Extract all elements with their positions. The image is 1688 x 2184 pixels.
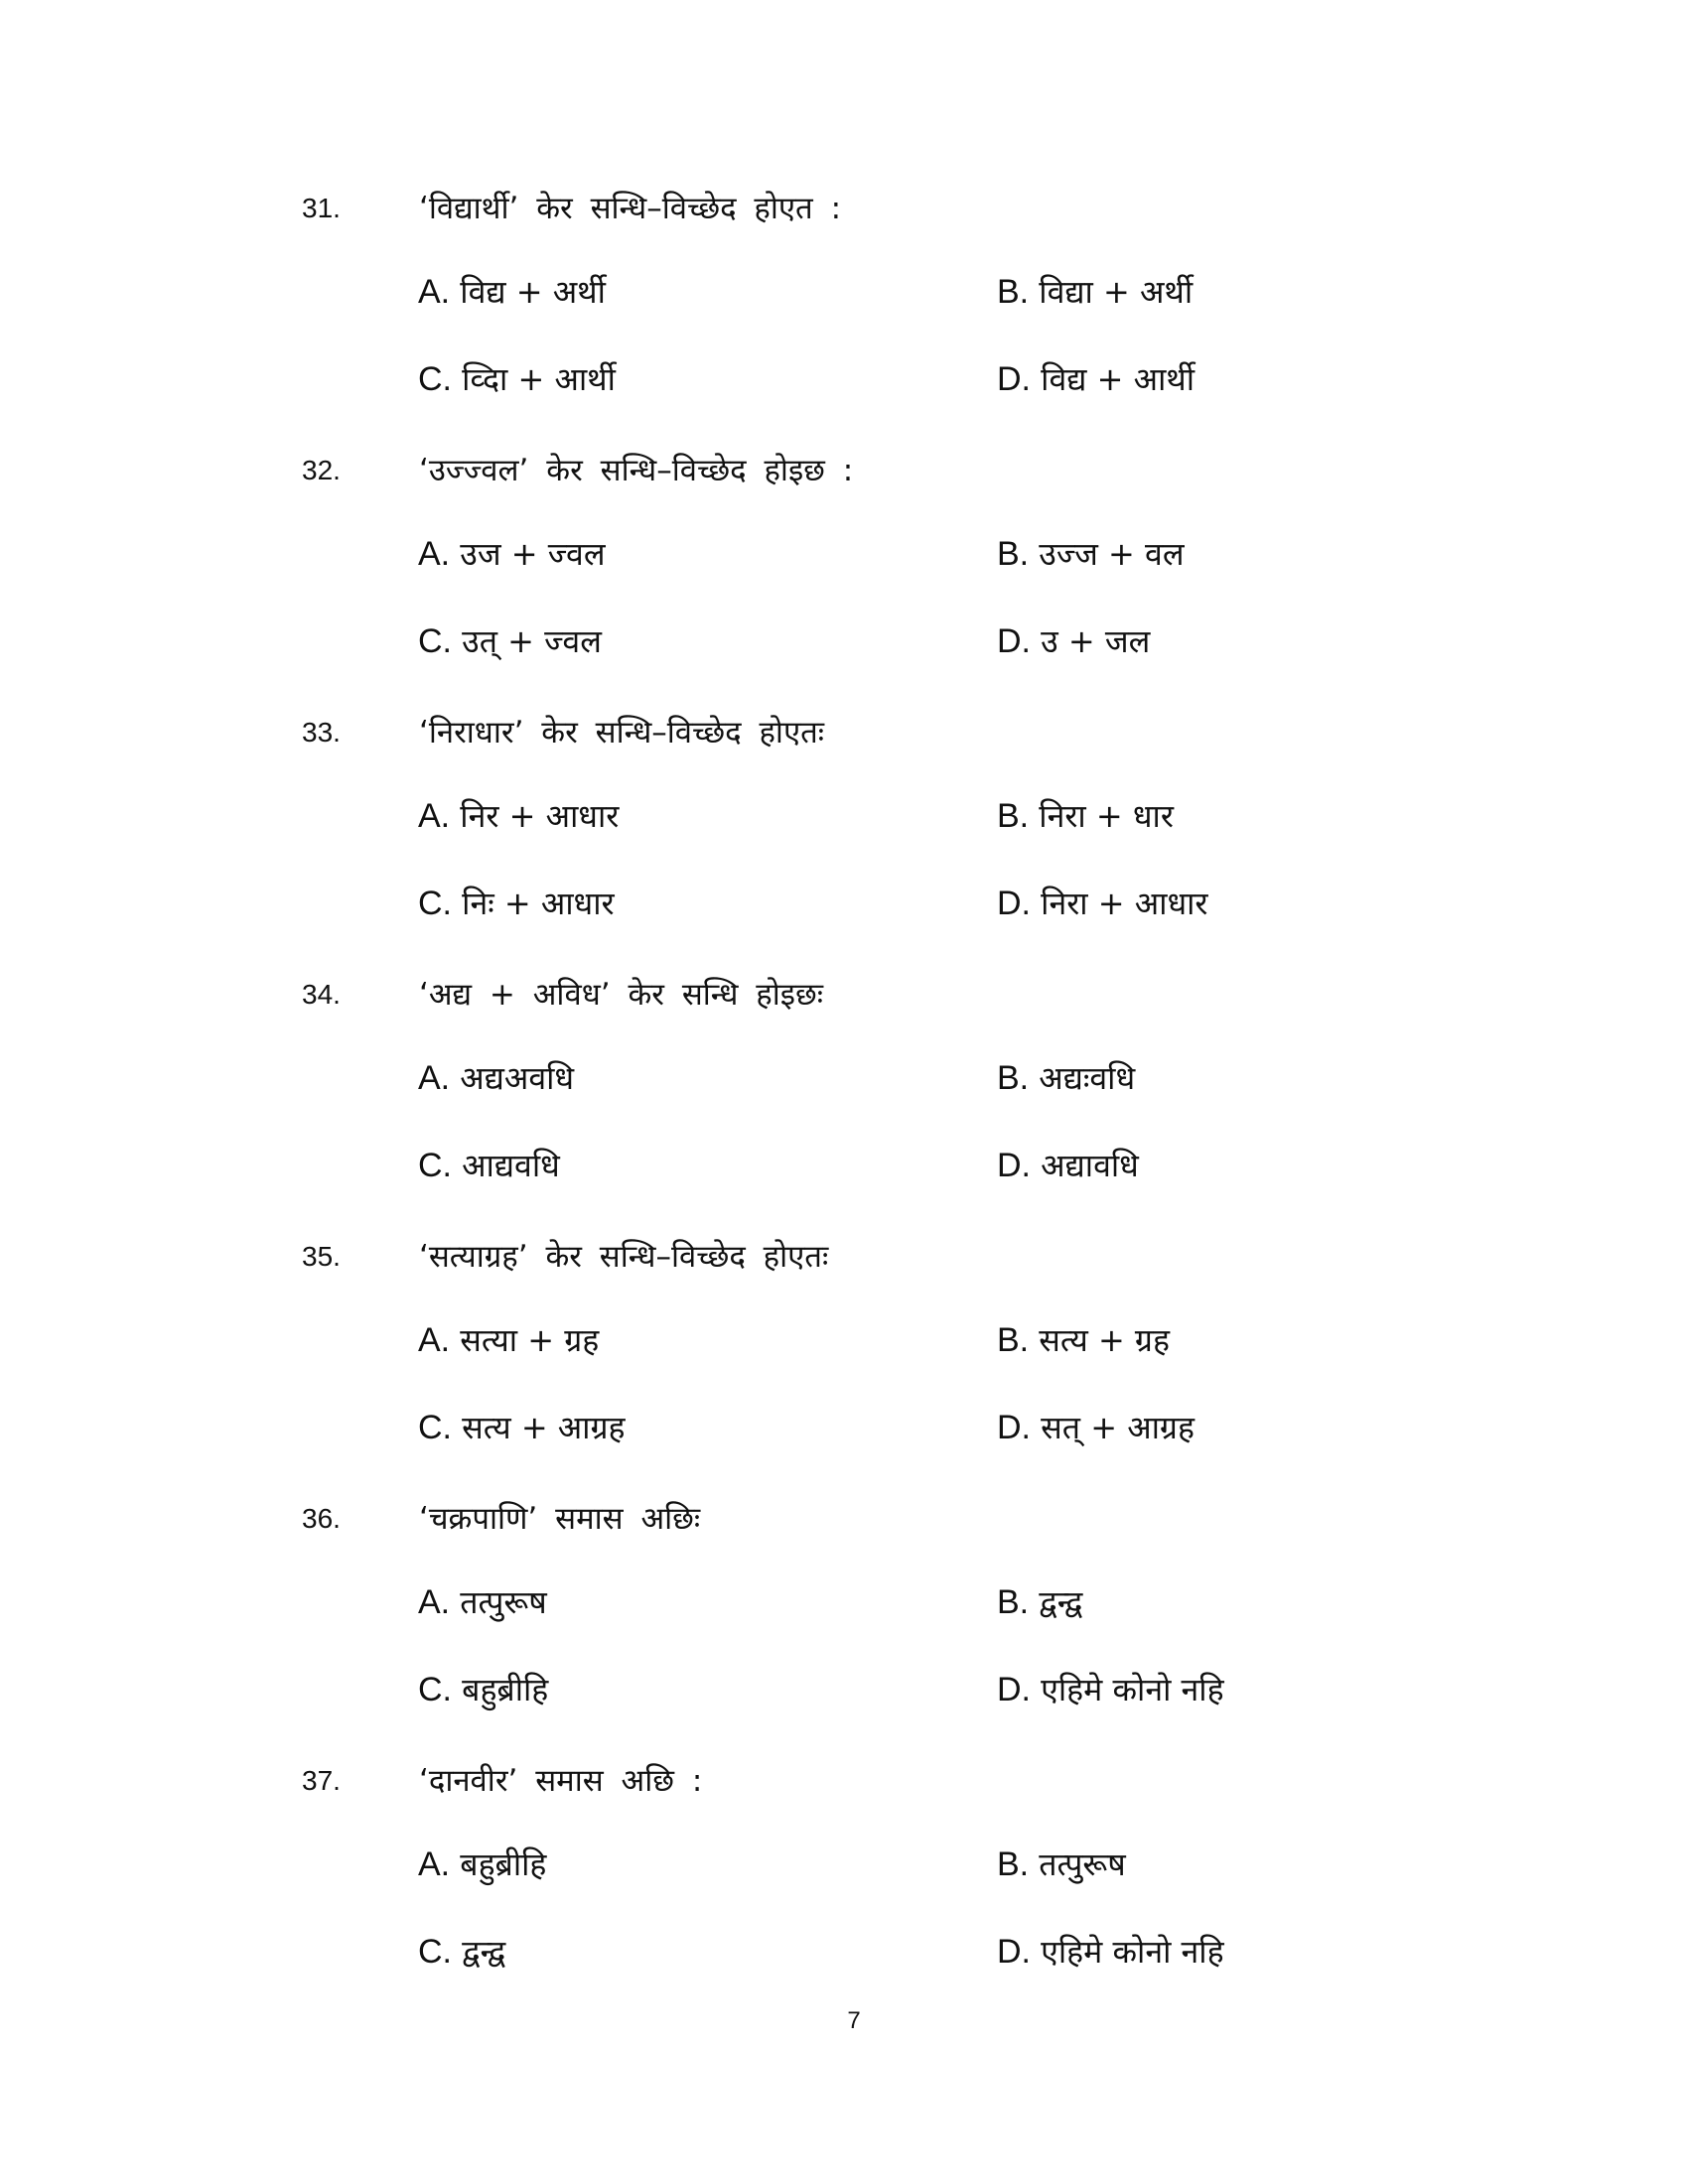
question-text: ‘अद्य + अविध’ केर सन्धि होइछः: [419, 977, 824, 1013]
option-a: [418, 794, 619, 838]
option-a: [418, 1318, 599, 1362]
question-number: 32.: [302, 455, 341, 485]
question-number: 36.: [302, 1503, 341, 1534]
option-d: [997, 1668, 1224, 1711]
option-b: [997, 794, 1174, 838]
question-number: 37.: [302, 1765, 341, 1796]
option-b: [997, 532, 1185, 576]
option-letter: B.: [997, 273, 1030, 311]
option-text: तत्पुरूष: [1039, 1845, 1126, 1883]
question-35: [0, 1237, 1688, 1499]
option-text: तत्पुरूष: [460, 1583, 547, 1621]
option-d: [997, 1930, 1224, 1974]
option-b: [997, 1580, 1082, 1624]
question-text: ‘निराधार’ केर सन्धि–विच्छेद होएतः: [419, 715, 825, 751]
question-32: [0, 451, 1688, 713]
option-text: सत्य + आग्रह: [462, 1409, 626, 1446]
option-text: अद्यःवधि: [1039, 1059, 1136, 1097]
option-c: [418, 357, 616, 401]
question-text: ‘दानवीर’ समास अछि :: [419, 1763, 703, 1799]
question-number: 35.: [302, 1241, 341, 1272]
option-text: सत्या + ग्रह: [460, 1321, 600, 1359]
question-33: [0, 713, 1688, 975]
question-text: ‘सत्याग्रह’ केर सन्धि–विच्छेद होएतः: [419, 1239, 829, 1275]
option-letter: B.: [997, 535, 1030, 573]
option-text: विद्या + अर्थी: [1039, 273, 1194, 311]
option-text: अद्यावधि: [1041, 1147, 1139, 1184]
option-d: [997, 1144, 1139, 1187]
question-31: [0, 189, 1688, 451]
option-text: व्दिा + आर्थी: [462, 360, 616, 398]
question-37: [0, 1761, 1688, 2023]
option-c: [418, 1406, 626, 1449]
option-text: उज्ज + वल: [1039, 535, 1185, 573]
option-text: सत्य + ग्रह: [1039, 1321, 1170, 1359]
option-text: द्वन्द्व: [1039, 1583, 1083, 1621]
option-b: [997, 1318, 1170, 1362]
option-letter: A.: [418, 1583, 451, 1621]
option-letter: D.: [997, 1409, 1031, 1446]
option-letter: C.: [418, 1933, 452, 1971]
question-text: ‘उज्ज्वल’ केर सन्धि–विच्छेद होइछ :: [419, 453, 854, 488]
option-text: उज + ज्वल: [460, 535, 606, 573]
question-text: ‘विद्यार्थी’ केर सन्धि–विच्छेद होएत :: [419, 191, 842, 226]
option-b: [997, 1843, 1126, 1886]
option-letter: A.: [418, 797, 451, 835]
option-d: [997, 619, 1150, 663]
option-letter: C.: [418, 885, 452, 922]
option-text: निरा + धार: [1039, 797, 1174, 835]
option-a: [418, 1580, 547, 1624]
option-d: [997, 357, 1195, 401]
option-text: बहुब्रीहि: [460, 1845, 547, 1883]
option-letter: A.: [418, 1321, 451, 1359]
option-letter: A.: [418, 1845, 451, 1883]
option-letter: B.: [997, 797, 1030, 835]
option-letter: C.: [418, 1409, 452, 1446]
option-letter: D.: [997, 360, 1031, 398]
option-letter: B.: [997, 1845, 1030, 1883]
question-34: [0, 975, 1688, 1237]
option-text: निर + आधार: [460, 797, 620, 835]
question-number: 33.: [302, 717, 341, 748]
option-text: एहिमे कोनो नहि: [1041, 1671, 1224, 1708]
option-text: निः + आधार: [462, 885, 615, 922]
option-letter: B.: [997, 1583, 1030, 1621]
option-text: अद्यअवधि: [460, 1059, 575, 1097]
option-c: [418, 882, 615, 925]
option-text: निरा + आधार: [1041, 885, 1208, 922]
option-b: [997, 270, 1193, 314]
page-number: 7: [847, 2007, 861, 2034]
option-b: [997, 1056, 1135, 1100]
option-letter: C.: [418, 1671, 452, 1708]
option-c: [418, 619, 602, 663]
option-text: उत् + ज्वल: [462, 622, 602, 660]
option-letter: D.: [997, 885, 1031, 922]
option-letter: A.: [418, 535, 451, 573]
option-letter: D.: [997, 1147, 1031, 1184]
option-text: आद्यवधि: [462, 1147, 560, 1184]
question-text: ‘चक्रपाणि’ समास अछिः: [419, 1501, 701, 1537]
option-letter: B.: [997, 1321, 1030, 1359]
option-letter: B.: [997, 1059, 1030, 1097]
option-letter: D.: [997, 1933, 1031, 1971]
option-text: उ + जल: [1041, 622, 1151, 660]
option-d: [997, 882, 1208, 925]
option-letter: C.: [418, 1147, 452, 1184]
option-text: विद्य + अर्थी: [460, 273, 606, 311]
option-letter: D.: [997, 622, 1031, 660]
question-36: [0, 1499, 1688, 1761]
option-text: बहुब्रीहि: [462, 1671, 549, 1708]
option-letter: A.: [418, 1059, 451, 1097]
option-text: विद्य + आर्थी: [1041, 360, 1196, 398]
option-a: [418, 532, 606, 576]
option-a: [418, 1843, 546, 1886]
option-text: द्वन्द्व: [462, 1933, 506, 1971]
question-number: 34.: [302, 979, 341, 1010]
option-c: [418, 1930, 505, 1974]
option-letter: C.: [418, 622, 452, 660]
option-letter: D.: [997, 1671, 1031, 1708]
option-c: [418, 1144, 560, 1187]
option-letter: C.: [418, 360, 452, 398]
option-c: [418, 1668, 548, 1711]
option-d: [997, 1406, 1195, 1449]
option-text: सत् + आग्रह: [1041, 1409, 1195, 1446]
question-number: 31.: [302, 193, 341, 223]
option-a: [418, 270, 606, 314]
option-letter: A.: [418, 273, 451, 311]
option-a: [418, 1056, 574, 1100]
option-text: एहिमे कोनो नहि: [1041, 1933, 1224, 1971]
